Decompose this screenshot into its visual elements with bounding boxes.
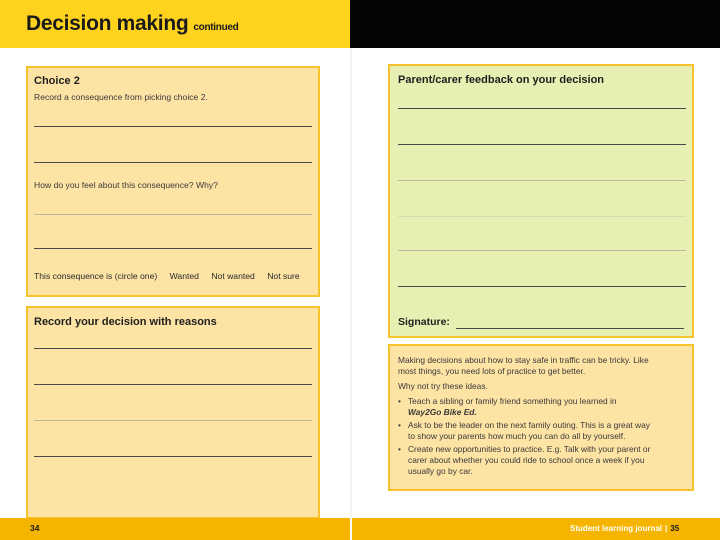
reasons-box-title: Record your decision with reasons <box>34 316 217 328</box>
answer-line[interactable] <box>398 180 686 181</box>
tip-item <box>398 444 688 477</box>
tip-3-line-3: usually go by car. <box>408 466 473 476</box>
tips-ideas-heading: Why not try these ideas. <box>398 381 488 391</box>
tip-1-line-1: Teach a sibling or family friend something you learned in <box>408 396 617 406</box>
circle-one-label: This consequence is (circle one) <box>34 271 158 281</box>
answer-line[interactable] <box>34 248 312 249</box>
choice-box-prompt: Record a consequence from picking choice 2. <box>34 92 208 102</box>
tips-text <box>398 355 688 479</box>
tip-2-line-2: to show your parents how much you can do all by yourself. <box>408 431 626 441</box>
feedback-box-title: Parent/carer feedback on your decision <box>398 74 605 86</box>
signature-line[interactable] <box>456 328 684 329</box>
tip-item <box>398 396 688 418</box>
footer-right-label <box>570 524 679 533</box>
footer-gutter <box>350 518 352 540</box>
reasons-box <box>26 306 320 519</box>
circle-one-row <box>34 271 300 281</box>
answer-line[interactable] <box>34 348 312 349</box>
bullet-icon: • <box>398 444 401 454</box>
answer-line[interactable] <box>398 216 686 217</box>
tips-list <box>398 396 688 477</box>
choice-box-question: How do you feel about this consequence? Why? <box>34 180 218 190</box>
page-title-subtitle: continued <box>193 22 239 33</box>
bullet-icon: • <box>398 396 401 406</box>
page-title <box>26 12 238 36</box>
choice-box-title: Choice 2 <box>34 75 80 87</box>
feedback-box <box>388 64 694 338</box>
tips-box <box>388 344 694 491</box>
tip-3-line-1: Create new opportunities to practice. E.g. Talk with your parent or <box>408 444 651 454</box>
answer-line[interactable] <box>34 162 312 163</box>
answer-line[interactable] <box>34 384 312 385</box>
answer-line[interactable] <box>34 420 312 421</box>
tips-intro-line-2: most things, you need lots of practice to get better. <box>398 366 586 376</box>
footer-separator: | <box>665 524 668 533</box>
tips-intro-line-1: Making decisions about how to stay safe in traffic can be tricky. Like <box>398 355 649 365</box>
page-gutter <box>350 48 352 518</box>
page-title-text: Decision making <box>26 12 189 35</box>
header-band-right <box>350 0 720 48</box>
tip-1-brand: Way2Go Bike Ed. <box>408 407 477 417</box>
tip-3-line-2: carer about whether you could ride to school once a week if you <box>408 455 645 465</box>
answer-line[interactable] <box>34 214 312 215</box>
bullet-icon: • <box>398 420 401 430</box>
answer-line[interactable] <box>34 126 312 127</box>
signature-label: Signature: <box>398 316 450 328</box>
option-not-sure[interactable]: Not sure <box>267 271 300 281</box>
journal-label: Student learning journal <box>570 524 663 533</box>
answer-line[interactable] <box>398 250 686 251</box>
option-wanted[interactable]: Wanted <box>169 271 199 281</box>
answer-line[interactable] <box>34 456 312 457</box>
answer-line[interactable] <box>398 286 686 287</box>
option-not-wanted[interactable]: Not wanted <box>211 271 255 281</box>
page-number-left: 34 <box>30 523 40 533</box>
choice-box <box>26 66 320 297</box>
page-number-right: 35 <box>670 524 680 533</box>
tip-item <box>398 420 688 442</box>
answer-line[interactable] <box>398 144 686 145</box>
answer-line[interactable] <box>398 108 686 109</box>
tip-2-line-1: Ask to be the leader on the next family outing. This is a great way <box>408 420 650 430</box>
tips-intro <box>398 355 688 377</box>
